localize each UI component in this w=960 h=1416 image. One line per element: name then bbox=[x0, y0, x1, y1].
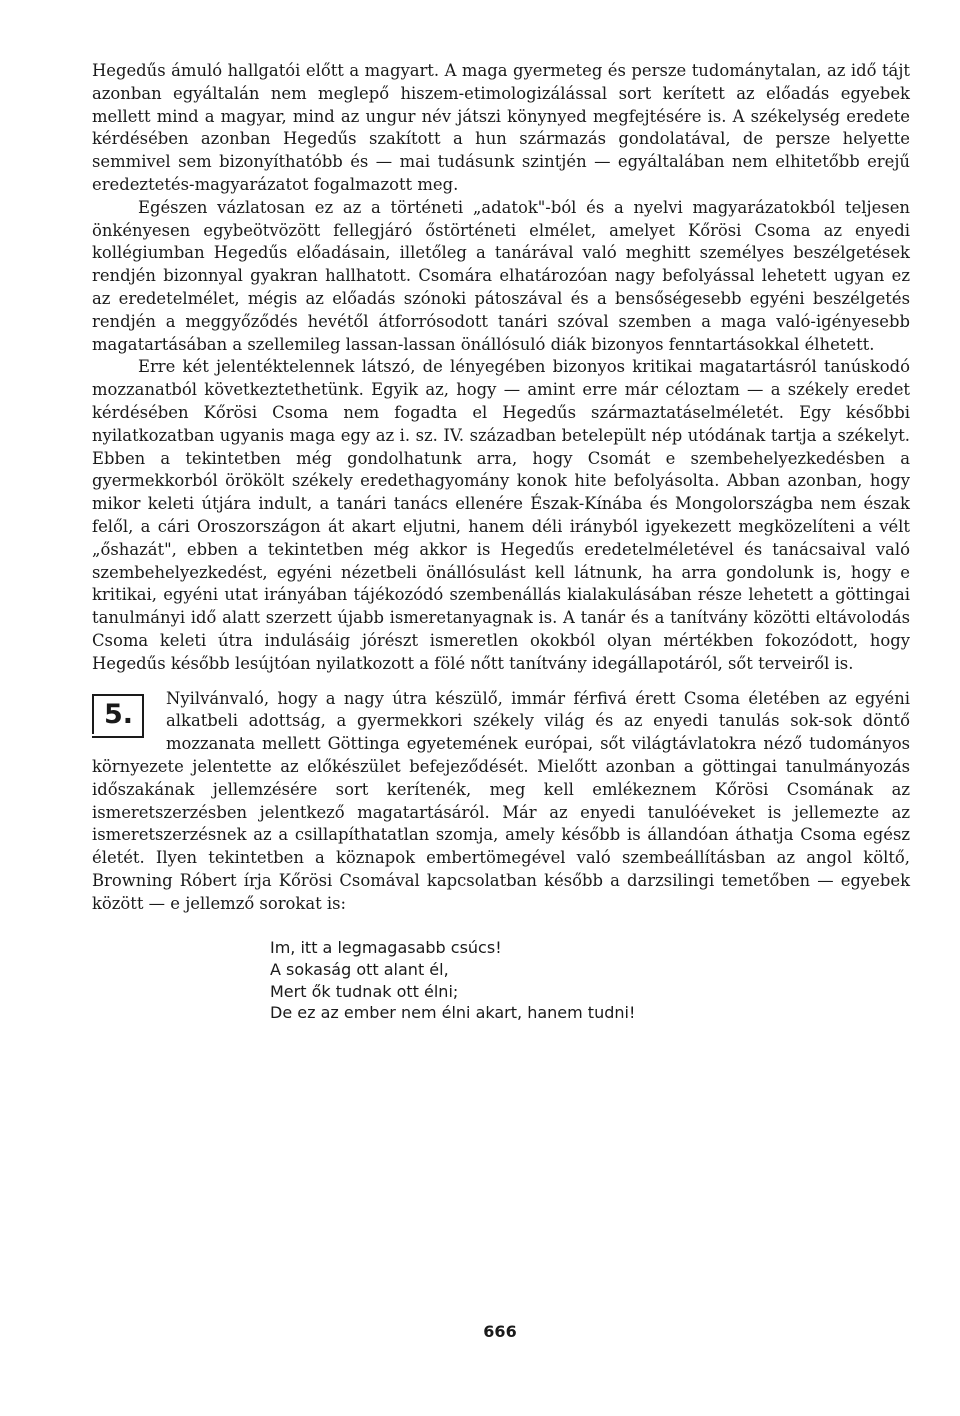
section-number-badge bbox=[92, 690, 150, 742]
page-content bbox=[92, 60, 910, 1024]
poem bbox=[270, 937, 910, 1023]
poem-line: Im, itt a legmagasabb csúcs! bbox=[270, 938, 502, 958]
section-5 bbox=[92, 688, 910, 916]
paragraph-1: Hegedűs ámuló hallgatói előtt a magyart. A maga gyermeteg és persze tudománytalan, az idő tájt azonban egyáltalán nem meglepő hiszem-etimologizálással sort kerített az előadás egyebek mellett mind a magyar, mind az ungur név játszi könynyed megfejtésére is. A székelység eredete kérdésében azonban Hegedűs szakított a hun származás gondolatával, de persze helyette semmivel sem bizonyíthatóbb és — mai tudásunk szintjén — egyáltalában nem elhitetőbb erejű eredeztetés-magyarázatot fogalmazott meg. bbox=[92, 61, 910, 194]
page-number: 666 bbox=[483, 1322, 517, 1341]
section-badge-frame-right bbox=[142, 694, 144, 738]
paragraph-2: Egészen vázlatosan ez az a történeti „adatok"-ból és a nyelvi magyarázatokból teljesen önkényesen egybeötvözött fellegjáró őstörténeti elmélet, amelyet Kőrösi Csoma az enyedi kollégiumban Hegedűs előadásain, illetőleg a tanárával való meghitt személyes beszélgetések rendjén bizonnyal gyakran hallhatott. Csomára elhatározóan nagy befolyással lehetett ugyan ez az eredetelmélet, mégis az előadás szónoki pátoszával és a bensőségesebb egyéni beszélgetés rendjén a meggyőződés hevétől átforrósodott tanári szóval szemben a maga való-igényesebb magatartásában a szellemileg lassan-lassan önállósuló diák bizonyos fenntartásokkal élhetett. bbox=[92, 197, 910, 354]
poem-line: De ez az ember nem élni akart, hanem tudni! bbox=[270, 1003, 636, 1023]
poem-line: Mert ők tudnak ott élni; bbox=[270, 981, 459, 1001]
section-badge-underline bbox=[92, 736, 142, 738]
paragraph-3: Erre két jelentéktelennek látszó, de lényegében bizonyos kritikai magatartásról tanúskodó mozzanatból következtethetünk. Egyik az, hogy — amint erre már céloztam — a székely eredet kérdésében Kőrösi Csoma nem fogadta el Hegedűs származtatáselméletét. Egy későbbi nyilatkozatban ugyanis maga egy az i. sz. IV. században betelepült nép utódának tartja a székelyt. Ebben a tekintetben még gondolhatunk arra, hogy Csomát e szembehelyezkedésben a gyermekkorból örökölt székely eredethagyomány konok hite befolyásolta. Abban azonban, hogy mikor keleti útjára indult, a tanári tanács ellenére Észak-Kínába és Mongolországba nem észak felől, a cári Oroszországon át akart eljutni, hanem déli irányból igyekezett megközelíteni a vélt „őshazát", ebben a tekintetben még akkor is Hegedűs eredetelméletével és tanácsaival való szembehelyezkedést, egyéni nézetbeli önállósulást kell látnunk, ha arra gondolunk is, hogy e kritikai, egyéni utat irányában tájékozódó szembenállás kialakulásában része lehetett a göttingai tanulmányi idő alatt szerzett újabb ismeretanyagnak is. A tanár és a tanítvány közötti eltávolodás Csoma keleti útra indulásáig jórészt ismeretlen okokból olyan mértékben fokozódott, hogy Hegedűs később lesújtóan nyilatkozott a fölé nőtt tanítvány idegállapotáról, sőt terveiről is. bbox=[92, 357, 910, 673]
poem-line: A sokaság ott alant él, bbox=[270, 960, 449, 980]
section-paragraph: Nyilvánvaló, hogy a nagy útra készülő, immár férfivá érett Csoma életében az egyéni alkatbeli adottság, a gyermekkori székely világ és az enyedi tanulás sok-sok döntő mozzanata mellett Göttinga egyetemének európai, sőt világtávlatokra néző tudományos környezete jelentette az előkészület befejeződését. Mielőtt azonban a göttingai tanulmányozás időszakának jellemzésére sort kerítenék, meg kell emlékeznem Kőrösi Csomának az ismeretszerzésben jelentkező magatartásáról. Már az enyedi tanulóéveket is jellemezte az ismeretszerzésnek az a csillapíthatatlan szomja, amely később is állandóan áthatja Csoma egész életét. Ilyen tekintetben a köznapok embertömegével való szembeállításban az angol költő, Browning Róbert írja Kőrösi Csomával kapcsolatban később a darzsilingi temetőben — egyebek között — e jellemző sorokat is: bbox=[92, 688, 910, 913]
section-number: 5. bbox=[104, 698, 134, 730]
